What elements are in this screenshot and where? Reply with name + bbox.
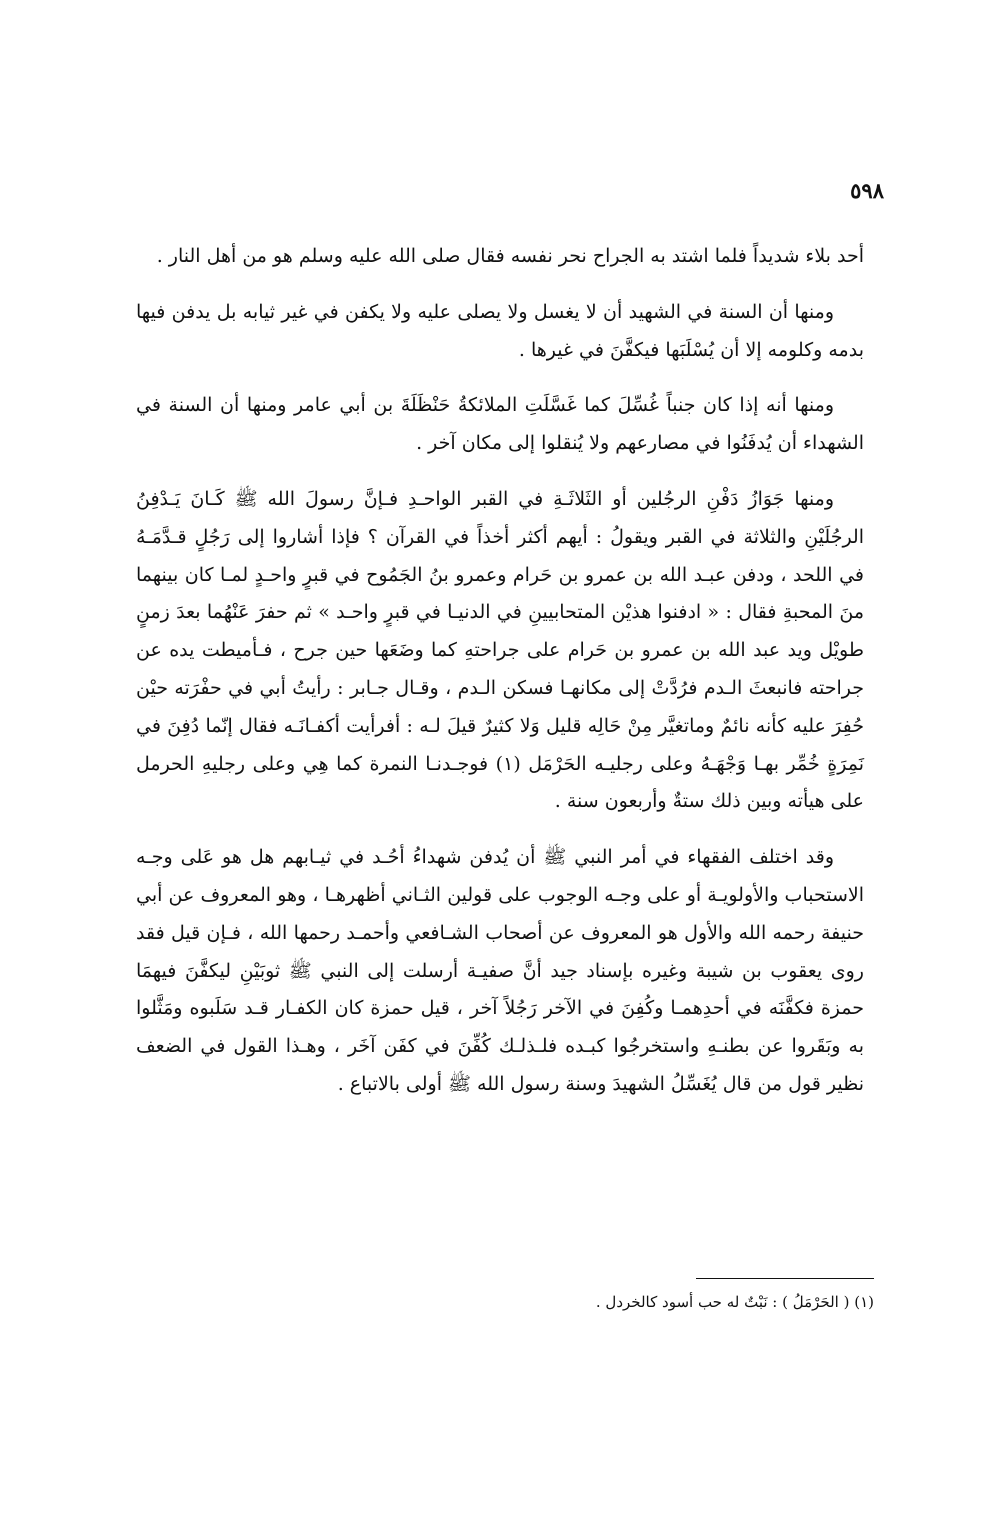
main-text-body: [136, 238, 864, 1122]
page-number: ٥٩٨: [850, 178, 884, 203]
paragraph: وقد اختلف الفقهاء في أمر النبي ﷺ أن يُدفن شهداءُ أحُـد في ثيـابهم هل هو عَلى وجـه الاستحباب والأولويـة أو على وجـه الوجوب على قولين الثـاني أظهرهـا ، وهو المعروف عن أبي حنيفة رحمه الله والأول هو المعروف عن أصحاب الشـافعي وأحمـد رحمها الله ، فـإن قيل فقد روى يعقوب بن شيبة وغيره بإسناد جيد أنَّ صفيـة أرسلت إلى النبي ﷺ ثوبَيْنِ ليكفَّنَ فيهمَا حمزة فكفَّنَه في أحدِهمـا وكُفِنَ في الآخر رَجُلاً آخر ، قيل حمزة كان الكفـار قـد سَلَبوه ومَثَّلوا به وبَقَروا عن بطنـهِ واستخرجُوا كبـده فلـذلـك كُفِّنَ في كفَن آخَر ، وهـذا القول في الضعف نظير قول من قال يُغَسِّلُ الشهيدَ وسنة رسول الله ﷺ أولى بالاتباع .: [136, 846, 864, 1095]
paragraph: ومنها أنه إذا كان جنباً غُسِّلَ كما غَسَّلَتِ الملائكةُ حَنْظَلَةَ بن أبي عامر ومنها أن السنة في الشهداء أن يُدفَنُوا في مصارعهم ولا يُنقلوا إلى مكان آخر .: [136, 394, 864, 455]
footnote-divider: [696, 1278, 874, 1279]
paragraph: ومنها أن السنة في الشهيد أن لا يغسل ولا يصلى عليه ولا يكفن في غير ثيابه بل يدفن فيها بدمه وكلومه إلا أن يُسْلَبَها فيكفَّنَ في غيرها .: [136, 300, 864, 361]
paragraph: أحد بلاء شديداً فلما اشتد به الجراح نحر نفسه فقال صلى الله عليه وسلم هو من أهل النار .: [156, 245, 864, 267]
paragraph: ومنها جَوَازُ دَفْنِ الرجُلين أو الثَلاثَـةِ في القبر الواحـدِ فـإنَّ رسولَ الله ﷺ كَـانَ يَـدْفِنُ الرجُلَيْنِ والثلاثة في القبر ويقولُ : أيهم أكثر أخذاً في القرآن ؟ فإذا أشاروا إلى رَجُلٍ قـدَّمَـهُ في اللحد ، ودفن عبـد الله بن عمرو بن حَرام وعمرو بنُ الجَمُوح في قبرٍ واحـدٍ لمـا كان بينهما منَ المحبةِ فقال : « ادفنوا هذيْن المتحابيينِ في الدنيـا في قبرٍ واحـد » ثم حفرَ عَنْهُما بعدَ زمنٍ طويْل ويد عبد الله بن عمرو بن حَرام على جراحتهِ كما وضَعَها حين جرح ، فـأميطت يده عن جراحته فانبعثَ الـدم فرُدَّتْ إلى مكانهـا فسكن الـدم ، وقـال جـابر : رأيتُ أبي في حفْرَته حيْن حُفِرَ عليه كأنه نائمٌ وماتغيَّر مِنْ حَالِه قليل وَلا كثيرٌ قيلَ لـه : أفرأيت أكفـانَـه فقال إنّما دُفِنَ في نَمِرَةٍ خُمِّر بهـا وَجْهَـهُ وعلى رجليـه الحَرْمَل (١) فوجـدنـا النمرة كما هِي وعلى رجليهِ الحرمل على هيأته وبين ذلك ستةٌ وأربعون سنة .: [136, 487, 864, 813]
footnote: (١) ( الحَرْمَلُ ) : نَبْتٌ له حب أسود كالخردل .: [595, 1293, 874, 1311]
